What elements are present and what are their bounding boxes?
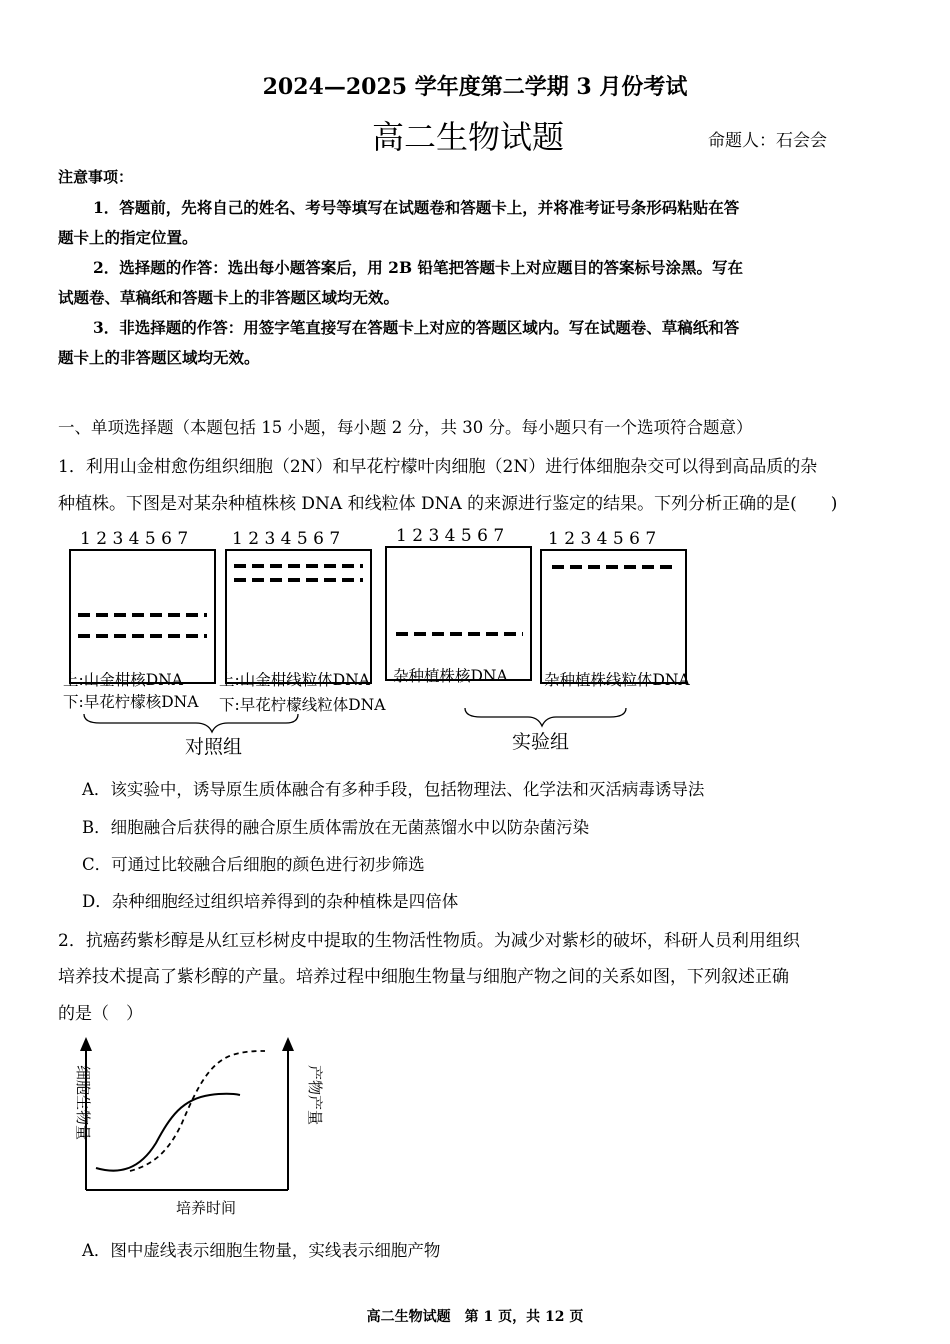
q1-stem-line: 种植株。下图是对某杂种植株核 DNA 和线粒体 DNA 的来源进行鉴定的结果。下列分析正确的是( )	[58, 494, 838, 514]
page-footer: 高二生物试题 第 1 页，共 12 页	[366, 1309, 584, 1325]
gel-electrophoresis-figure	[60, 520, 720, 765]
gel1-caption-top: 上:山金柑核DNA	[63, 671, 183, 689]
q2-option-a: A．图中虚线表示细胞生物量，实线表示细胞产物	[82, 1241, 441, 1260]
x-axis-label: 培养时间	[176, 1199, 237, 1217]
control-brace	[84, 714, 298, 732]
y-axis-left-arrow	[80, 1037, 92, 1051]
notice-heading: 注意事项：	[58, 168, 134, 186]
author-credit: 命题人：石会会	[708, 131, 827, 151]
q1-stem-line: 1．利用山金柑愈伤组织细胞（2N）和早花柠檬叶肉细胞（2N）进行体细胞杂交可以得到高品质的杂	[58, 457, 818, 477]
notice-line: 题卡上的指定位置。	[58, 228, 198, 247]
gel4-lane-numbers: 1 2 3 4 5 6 7	[548, 529, 657, 549]
experiment-group-label: 实验组	[512, 731, 570, 753]
y-axis-right-arrow	[282, 1037, 294, 1051]
notice-line: 2．选择题的作答：选出每小题答案后，用 2B 铅笔把答题卡上对应题目的答案标号涂黑。写在	[93, 258, 743, 277]
notice-line: 3．非选择题的作答：用签字笔直接写在答题卡上对应的答题区域内。写在试题卷、草稿纸和答	[93, 318, 740, 337]
biomass-curve	[96, 1094, 240, 1171]
gel2-lane-numbers: 1 2 3 4 5 6 7	[232, 529, 341, 549]
subject-title: 高二生物试题	[372, 118, 565, 156]
gel1-lane-numbers: 1 2 3 4 5 6 7	[80, 529, 189, 549]
gel1-caption-bottom: 下:早花柠檬核DNA	[63, 693, 199, 711]
gel2-caption-bottom: 下:早花柠檬线粒体DNA	[219, 696, 386, 714]
product-curve	[130, 1051, 265, 1171]
q1-option-a: A．该实验中，诱导原生质体融合有多种手段，包括物理法、化学法和灭活病毒诱导法	[82, 780, 705, 799]
gel-box-3	[386, 547, 531, 680]
gel4-caption: 杂种植株线粒体DNA	[544, 671, 690, 689]
control-group-label: 对照组	[185, 736, 243, 758]
experiment-brace	[465, 708, 626, 726]
q1-option-d: D．杂种细胞经过组织培养得到的杂种植株是四倍体	[82, 892, 459, 911]
notice-line: 试题卷、草稿纸和答题卡上的非答题区域均无效。	[58, 288, 400, 307]
y-right-axis-label: 产物产量	[306, 1065, 324, 1126]
gel3-caption: 杂种植株核DNA	[393, 667, 508, 685]
notice-line: 题卡上的非答题区域均无效。	[58, 348, 260, 367]
q2-stem-line: 2．抗癌药紫杉醇是从红豆杉树皮中提取的生物活性物质。为减少对紫杉的破坏，科研人员利用组织	[58, 931, 800, 951]
section-heading: 一、单项选择题（本题包括 15 小题，每小题 2 分，共 30 分。每小题只有一个选项符合题意）	[58, 418, 753, 437]
gel2-caption-top: 上:山金柑线粒体DNA	[219, 671, 370, 689]
growth-curve-graph	[60, 1035, 330, 1225]
notice-line: 1．答题前，先将自己的姓名、考号等填写在试题卷和答题卡上，并将准考证号条形码粘贴在答	[93, 198, 740, 217]
q1-option-c: C．可通过比较融合后细胞的颜色进行初步筛选	[82, 855, 425, 874]
exam-title: 2024—2025 学年度第二学期 3 月份考试	[262, 74, 688, 100]
gel-box-2	[226, 550, 371, 683]
q1-option-b: B．细胞融合后获得的融合原生质体需放在无菌蒸馏水中以防杂菌污染	[82, 818, 590, 837]
gel-box-4	[541, 550, 686, 683]
q2-stem-line: 培养技术提高了紫杉醇的产量。培养过程中细胞生物量与细胞产物之间的关系如图，下列叙述正确	[58, 967, 789, 987]
gel3-lane-numbers: 1 2 3 4 5 6 7	[396, 526, 505, 546]
y-left-axis-label: 细胞生物量	[74, 1065, 92, 1141]
q2-stem-line: 的是（ ）	[58, 1004, 143, 1024]
